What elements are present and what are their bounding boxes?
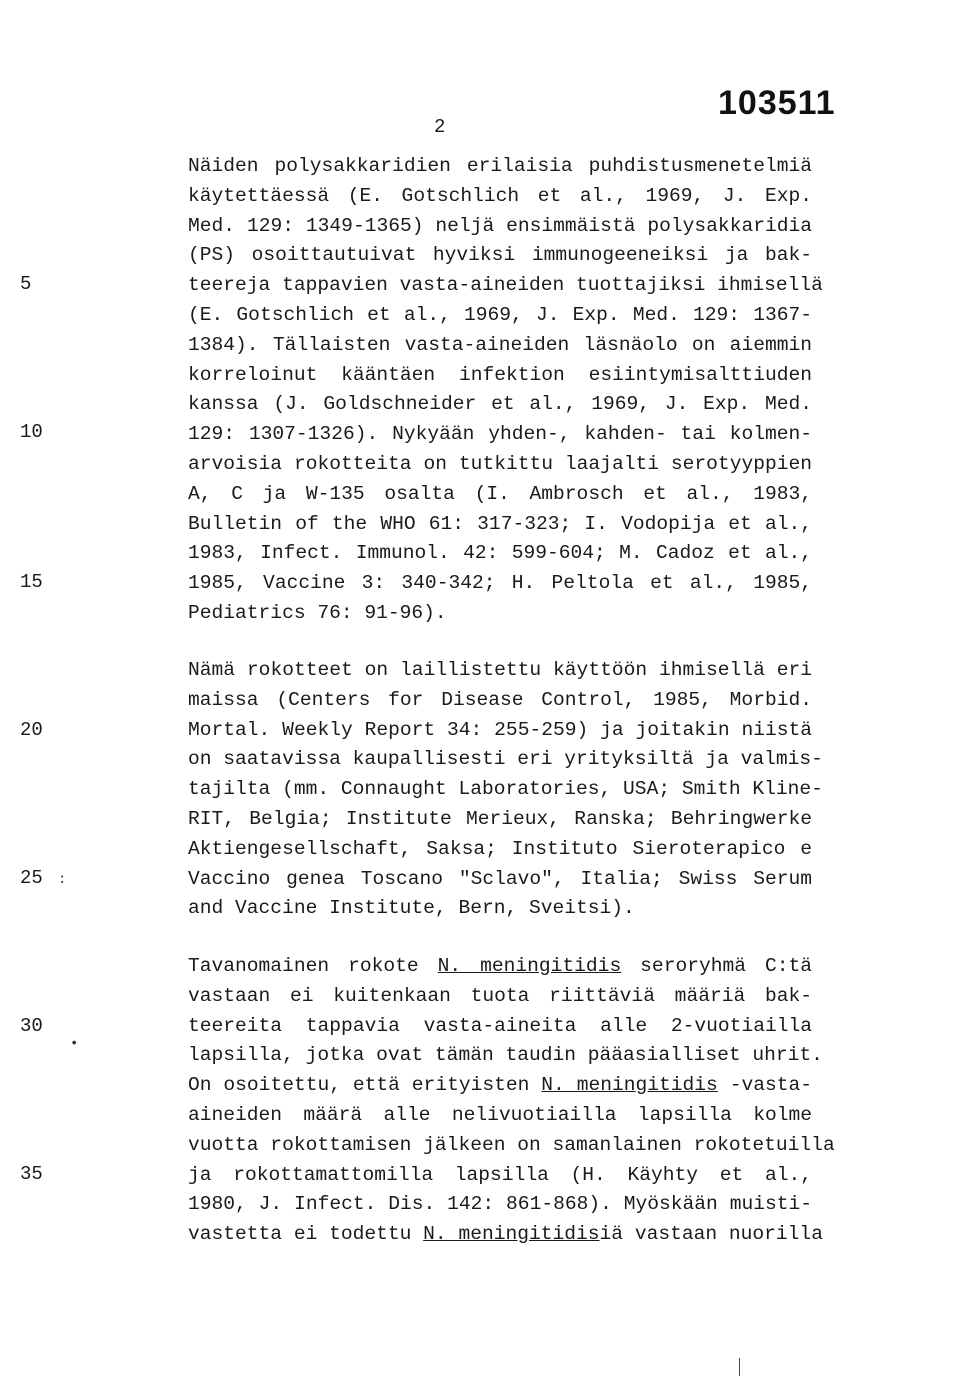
text-line: arvoisia rokotteita on tutkittu laajalti serotyyppien xyxy=(188,453,812,475)
text-line: Nämä rokotteet on laillistettu käyttöön ihmisellä eri xyxy=(188,659,812,681)
margin-dots: : xyxy=(58,872,67,888)
text-line: käytettäessä (E. Gotschlich et al., 1969, J. Exp. xyxy=(188,184,812,207)
text-line: teereita tappavia vasta-aineita alle 2-vuotiailla xyxy=(188,1014,812,1037)
text-line: lapsilla, jotka ovat tämän taudin pääasialliset uhrit. xyxy=(188,1044,823,1067)
text-line: vastetta ei todettu N. meningitidisiä vastaan nuorilla xyxy=(188,1223,823,1246)
line-number: 25 xyxy=(20,867,43,889)
line-number: 35 xyxy=(20,1163,43,1185)
text-line: 1983, Infect. Immunol. 42: 599-604; M. Cadoz et al., xyxy=(188,542,812,565)
text-line: (E. Gotschlich et al., 1969, J. Exp. Med. 129: 1367- xyxy=(188,304,812,326)
patent-number: 103511 xyxy=(718,84,836,122)
text-line: RIT, Belgia; Institute Merieux, Ranska; Behringwerke xyxy=(188,808,812,830)
text-line: vastaan ei kuitenkaan tuota riittäviä määriä bak- xyxy=(188,984,812,1007)
text-line: Med. 129: 1349-1365) neljä ensimmäistä polysakkaridia xyxy=(188,214,812,237)
text-line: tajilta (mm. Connaught Laboratories, USA; Smith Kline- xyxy=(188,778,823,801)
text-line: korreloinut kääntäen infektion esiintymisalttiuden xyxy=(188,363,812,386)
text-line: 1985, Vaccine 3: 340-342; H. Peltola et al., 1985, xyxy=(188,572,812,595)
text-line: kanssa (J. Goldschneider et al., 1969, J. Exp. Med. xyxy=(188,393,812,416)
underlined-term: N. meningitidis xyxy=(541,1074,718,1097)
text-line: Bulletin of the WHO 61: 317-323; I. Vodopija et al., xyxy=(188,512,812,535)
text-line: maissa (Centers for Disease Control, 1985, Morbid. xyxy=(188,688,812,711)
line-number: 5 xyxy=(20,273,32,295)
line-number: 20 xyxy=(20,719,43,741)
text-line: 1384). Tällaisten vasta-aineiden läsnäolo on aiemmin xyxy=(188,333,812,356)
text-line: and Vaccine Institute, Bern, Sveitsi). xyxy=(188,897,635,920)
text-line: Aktiengesellschaft, Saksa; Instituto Sieroterapico e xyxy=(188,837,812,860)
text-line: Tavanomainen rokote N. meningitidis seroryhmä C:tä xyxy=(188,955,813,977)
text-line: A, C ja W-135 osalta (I. Ambrosch et al., 1983, xyxy=(188,482,812,505)
line-number: 10 xyxy=(20,421,43,443)
text-line: 1980, J. Infect. Dis. 142: 861-868). Myöskään muisti- xyxy=(188,1193,812,1216)
text-line: Vaccino genea Toscano "Sclavo", Italia; Swiss Serum xyxy=(188,867,812,890)
text-line: Pediatrics 76: 91-96). xyxy=(188,602,447,624)
underlined-term: N. meningitidis xyxy=(423,1223,600,1246)
line-number: 30 xyxy=(20,1015,43,1037)
scan-mark xyxy=(739,1358,740,1376)
margin-dot: • xyxy=(70,1036,79,1052)
text-line: teereja tappavien vasta-aineiden tuottajiksi ihmisellä xyxy=(188,274,823,297)
text-line: aineiden määrä alle nelivuotiailla lapsilla kolme xyxy=(188,1104,812,1126)
text-line: 129: 1307-1326). Nykyään yhden-, kahden- tai kolmen- xyxy=(188,423,812,446)
text-line: on saatavissa kaupallisesti eri yrityksiltä ja valmis- xyxy=(188,748,823,771)
underlined-term: N. meningitidis xyxy=(437,955,622,977)
text-line: Mortal. Weekly Report 34: 255-259) ja joitakin niistä xyxy=(188,718,812,741)
text-line: (PS) osoittautuivat hyviksi immunogeeneiksi ja bak- xyxy=(188,244,812,267)
line-number: 15 xyxy=(20,571,43,593)
text-line: On osoitettu, että erityisten N. meningitidis -vasta- xyxy=(188,1074,812,1097)
text-line: Näiden polysakkaridien erilaisia puhdistusmenetelmiä xyxy=(188,155,812,177)
text-line: vuotta rokottamisen jälkeen on samanlainen rokotetuilla xyxy=(188,1133,835,1156)
page-number: 2 xyxy=(434,116,446,138)
text-line: ja rokottamattomilla lapsilla (H. Käyhty et al., xyxy=(188,1163,812,1186)
